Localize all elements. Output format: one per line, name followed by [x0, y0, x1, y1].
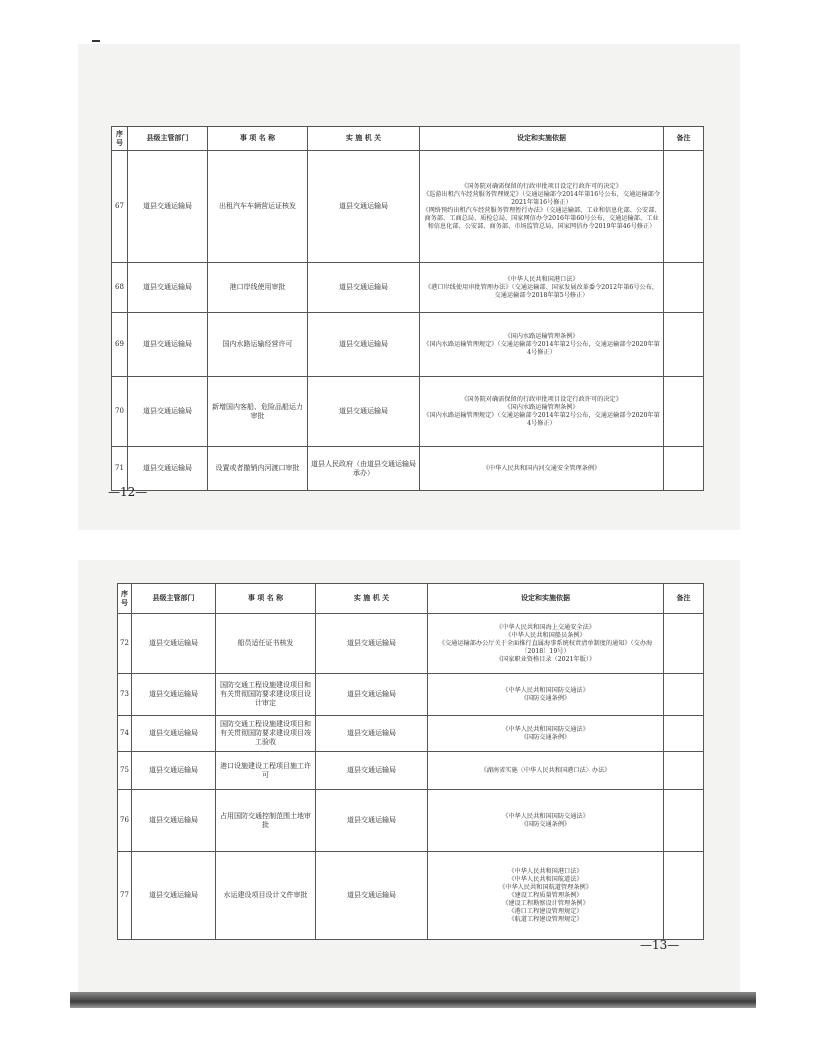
row-agency: 道县交通运输局	[316, 674, 428, 716]
basis-line: 《巡游出租汽车经营服务管理规定》（交通运输部令2014年第16号公布，交通运输部令2021年第16号修正）	[422, 190, 661, 206]
row-seq: 68	[112, 263, 128, 313]
row-item: 新增国内客船、危险品船运力审批	[208, 377, 308, 447]
basis-line: 《中华人民共和国航道管理条例》	[499, 883, 592, 891]
row-dept: 道县交通运输局	[128, 263, 208, 313]
row-note	[664, 151, 704, 263]
row-note	[664, 377, 704, 447]
row-agency: 道县交通运输局	[308, 263, 420, 313]
basis-line: 《中华人民共和国航道法》	[508, 875, 583, 883]
table-row	[118, 852, 704, 940]
basis-line: 《中华人民共和国国防交通法》	[502, 812, 589, 820]
basis-line: 《港口岸线使用审批管理办法》（交通运输部、国家发展改革委令2012年第6号公布，交通运输部令2018年第5号修正）	[424, 283, 659, 299]
row-dept: 道县交通运输局	[132, 790, 216, 852]
row-note	[664, 447, 704, 491]
row-basis	[420, 263, 664, 313]
row-note	[664, 752, 704, 790]
row-dept: 道县交通运输局	[128, 313, 208, 377]
row-seq: 75	[118, 752, 132, 790]
row-seq: 77	[118, 852, 132, 940]
row-basis	[428, 674, 664, 716]
row-seq: 76	[118, 790, 132, 852]
row-basis	[428, 790, 664, 852]
basis-line: 《国内水路运输管理条例》	[504, 332, 579, 340]
row-item: 船员适任证书核发	[216, 614, 316, 674]
scanner-edge-shadow	[70, 992, 756, 1008]
row-item: 港口岸线使用审批	[208, 263, 308, 313]
basis-line: 《国家职业资格目录（2021年版）》	[495, 655, 596, 663]
row-item: 占用国防交通控制范围土地审批	[216, 790, 316, 852]
header-seq: 序号	[118, 584, 132, 614]
header-basis: 设定和实施依据	[428, 584, 664, 614]
basis-line: 《国防交通条例》	[520, 820, 571, 828]
header-seq: 序号	[112, 127, 128, 151]
table-row	[112, 377, 704, 447]
row-dept: 道县交通运输局	[132, 852, 216, 940]
row-seq: 73	[118, 674, 132, 716]
row-note	[664, 852, 704, 940]
basis-line: 《中华人民共和国港口法》	[508, 867, 583, 875]
basis-line: 《中华人民共和国海上交通安全法》	[496, 623, 595, 631]
row-basis	[428, 852, 664, 940]
row-basis	[420, 377, 664, 447]
row-seq: 69	[112, 313, 128, 377]
row-basis	[420, 447, 664, 491]
basis-line: 《航道工程建设管理规定》	[508, 915, 583, 923]
row-agency: 道县交通运输局	[316, 614, 428, 674]
basis-line: 《国内水路运输管理规定》（交通运输部令2014年第2号公布，交通运输部令2020年第4号修正）	[423, 411, 660, 427]
page-number: —13—	[640, 938, 680, 952]
row-agency: 道县交通运输局	[308, 313, 420, 377]
basis-line: 《建设工程质量管理条例》	[508, 891, 583, 899]
row-item: 水运建设项目设计文件审批	[216, 852, 316, 940]
header-note: 备注	[664, 584, 704, 614]
row-basis	[420, 151, 664, 263]
row-seq: 70	[112, 377, 128, 447]
row-dept: 道县交通运输局	[132, 716, 216, 752]
table-header-row	[118, 584, 704, 614]
row-item: 出租汽车车辆营运证核发	[208, 151, 308, 263]
row-agency: 道县人民政府（由道县交通运输局承办）	[308, 447, 420, 491]
basis-line: 《中华人民共和国国防交通法》	[502, 686, 589, 694]
row-item: 设置或者撤销内河渡口审批	[208, 447, 308, 491]
basis-line: 《建设工程勘察设计管理条例》	[502, 899, 589, 907]
row-agency: 道县交通运输局	[308, 377, 420, 447]
header-note: 备注	[664, 127, 704, 151]
table-row	[118, 716, 704, 752]
basis-line: 《国务院对确需保留的行政审批项目设定行政许可的决定》	[461, 182, 622, 190]
table-row	[112, 263, 704, 313]
row-note	[664, 716, 704, 752]
row-item: 港口设施建设工程项目施工许可	[216, 752, 316, 790]
basis-line: 《中华人民共和国船员条例》	[505, 631, 586, 639]
row-basis	[428, 614, 664, 674]
row-dept: 道县交通运输局	[132, 752, 216, 790]
row-note	[664, 263, 704, 313]
row-basis	[428, 752, 664, 790]
row-agency: 道县交通运输局	[316, 716, 428, 752]
basis-line: 《国务院对确需保留的行政审批项目设定行政许可的决定》	[461, 395, 622, 403]
approval-items-table-page-12	[111, 126, 704, 491]
basis-line: 《国防交通条例》	[520, 694, 571, 702]
table-row	[118, 790, 704, 852]
header-dept: 县级主管部门	[128, 127, 208, 151]
row-seq: 71	[112, 447, 128, 491]
basis-line: 《网络预约出租汽车经营服务管理暂行办法》（交通运输部、工业和信息化部、公安部、商务部、工商总局、质检总局、国家网信办令2016年第60号公布，交通运输部、工业和信息化部、公安部、商务部、市场监管总局、国家网信办令2019年第46号修正）	[422, 206, 661, 230]
row-note	[664, 674, 704, 716]
row-seq: 72	[118, 614, 132, 674]
header-item: 事 项 名 称	[208, 127, 308, 151]
table-row	[118, 614, 704, 674]
row-item: 国防交通工程设施建设项目和有关贯彻国防要求建设项目设计审定	[216, 674, 316, 716]
row-dept: 道县交通运输局	[128, 151, 208, 263]
table-row	[112, 151, 704, 263]
header-agency: 实 施 机 关	[308, 127, 420, 151]
table-header-row	[112, 127, 704, 151]
approval-items-table-page-13	[117, 583, 704, 940]
row-item: 国防交通工程设施建设项目和有关贯彻国防要求建设项目竣工验收	[216, 716, 316, 752]
header-item: 事 项 名 称	[216, 584, 316, 614]
basis-line: 《湖南省实施〈中华人民共和国港口法〉办法》	[480, 766, 611, 774]
row-dept: 道县交通运输局	[128, 377, 208, 447]
row-item: 国内水路运输经营许可	[208, 313, 308, 377]
row-note	[664, 790, 704, 852]
row-basis	[420, 313, 664, 377]
row-agency: 道县交通运输局	[308, 151, 420, 263]
basis-line: 《港口工程建设管理规定》	[508, 907, 583, 915]
table-row	[112, 447, 704, 491]
basis-line: 《国内水路运输管理规定》（交通运输部令2014年第2号公布，交通运输部令2020年第4号修正）	[423, 340, 660, 356]
table-row	[112, 313, 704, 377]
header-basis: 设定和实施依据	[420, 127, 664, 151]
row-dept: 道县交通运输局	[132, 614, 216, 674]
basis-line: 《中华人民共和国内河交通安全管理条例》	[482, 464, 601, 472]
basis-line: 《交通运输部办公厅关于全面推行直属海事系统权责清单制度的通知》（交办海〔2018〕19号）	[438, 639, 653, 655]
row-agency: 道县交通运输局	[316, 790, 428, 852]
row-basis	[428, 716, 664, 752]
basis-line: 《国内水路运输管理条例》	[504, 403, 579, 411]
row-dept: 道县交通运输局	[128, 447, 208, 491]
basis-line: 《中华人民共和国港口法》	[504, 275, 579, 283]
row-dept: 道县交通运输局	[132, 674, 216, 716]
table-row	[118, 674, 704, 716]
row-agency: 道县交通运输局	[316, 852, 428, 940]
page-number: —12—	[108, 485, 148, 499]
basis-line: 《国防交通条例》	[520, 733, 571, 741]
row-seq: 74	[118, 716, 132, 752]
header-agency: 实 施 机 关	[316, 584, 428, 614]
row-note	[664, 313, 704, 377]
scan-speck	[92, 40, 100, 42]
row-agency: 道县交通运输局	[316, 752, 428, 790]
header-dept: 县级主管部门	[132, 584, 216, 614]
table-row	[118, 752, 704, 790]
basis-line: 《中华人民共和国国防交通法》	[502, 725, 589, 733]
row-note	[664, 614, 704, 674]
row-seq: 67	[112, 151, 128, 263]
